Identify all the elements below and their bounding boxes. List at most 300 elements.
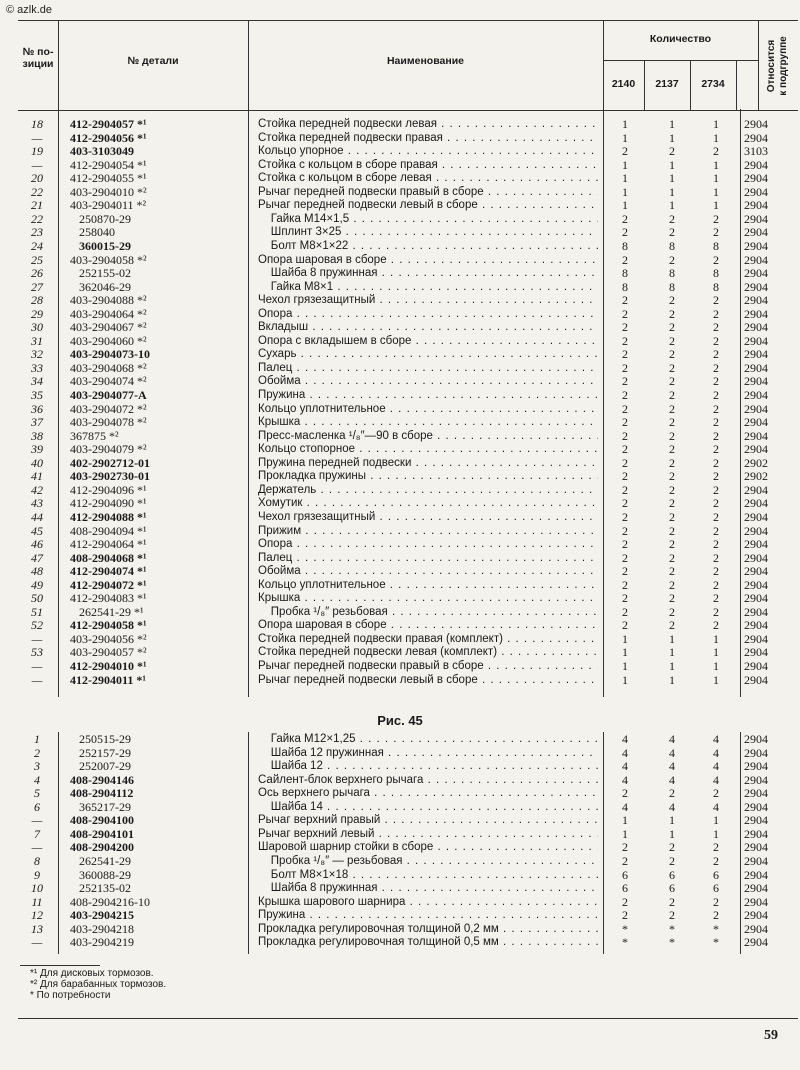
part-number-cell: 252007-29: [70, 759, 131, 774]
table-row: [0, 240, 800, 254]
part-name-cell: Стойка с кольцом в сборе правая . . .: [258, 159, 598, 173]
part-number-cell: 412-2904054 *¹: [70, 157, 147, 172]
qty-2137-cell: 2: [669, 840, 675, 855]
qty-2734-cell: 2: [713, 786, 719, 801]
qty-2734-cell: 1: [713, 157, 719, 172]
part-number-cell: 412-2904088 *¹: [70, 509, 147, 524]
table-row: [0, 814, 800, 828]
qty-2734-cell: 2: [713, 144, 719, 159]
subgroup-cell: 2904: [744, 645, 768, 660]
subgroup-cell: 2904: [744, 266, 768, 281]
qty-2140-cell: 4: [622, 732, 628, 746]
qty-2137-cell: 1: [669, 813, 675, 828]
part-name-cell: Прокладка регулировочная толщиной 0,5 мм . . .: [258, 936, 598, 950]
table-row: [0, 923, 800, 937]
part-name-cell: Опора . . .: [258, 538, 598, 552]
position-cell: 48: [31, 564, 43, 579]
part-number-cell: 412-2904055 *¹: [70, 171, 147, 186]
qty-2140-cell: 4: [622, 759, 628, 774]
qty-2734-cell: 1: [713, 659, 719, 673]
qty-2140-cell: 6: [622, 867, 628, 882]
table-row: [0, 172, 800, 186]
qty-2734-cell: 2: [713, 496, 719, 511]
qty-2734-cell: 2: [713, 360, 719, 375]
position-cell: 52: [31, 618, 43, 633]
qty-2140-cell: 2: [622, 853, 628, 868]
qty-2140-cell: 2: [622, 306, 628, 321]
subgroup-cell: 2904: [744, 496, 768, 511]
part-number-cell: 367875 *²: [70, 428, 119, 443]
part-number-cell: 403-2904067 *²: [70, 320, 147, 335]
position-cell: 10: [31, 881, 43, 896]
qty-2140-cell: 2: [622, 840, 628, 855]
part-number-cell: 403-2904060 *²: [70, 333, 147, 348]
qty-2137-cell: 2: [669, 482, 675, 497]
qty-2137-cell: 4: [669, 732, 675, 746]
name-column-header: Наименование: [386, 55, 465, 67]
qty-2137-cell: 2: [669, 604, 675, 619]
part-name-cell: Шплинт 3×25 . . .: [258, 226, 598, 240]
qty-2140-cell: 2: [622, 442, 628, 457]
qty-2140-cell: 2: [622, 604, 628, 619]
part-number-cell: 403-2904077-А: [70, 388, 147, 402]
table-row: [0, 633, 800, 647]
position-cell: —: [31, 935, 43, 950]
qty-2140-cell: 8: [622, 279, 628, 294]
position-cell: —: [31, 157, 43, 172]
part-number-cell: 252155-02: [70, 266, 131, 281]
qty-2137-cell: 2: [669, 252, 675, 267]
table-row: [0, 801, 800, 815]
qty-2734-cell: 2: [713, 469, 719, 484]
part-number-cell: 402-2902712-01: [70, 455, 150, 470]
column-divider: [736, 60, 737, 110]
table-row: [0, 538, 800, 552]
qty-2734-cell: 2: [713, 320, 719, 335]
part-name-cell: Опора с вкладышем в сборе . . .: [258, 335, 598, 349]
qty-2140-cell: *: [622, 921, 628, 936]
part-number-cell: 412-2904011 *¹: [70, 672, 146, 687]
table-row: [0, 747, 800, 761]
subgroup-cell: 2904: [744, 482, 768, 497]
part-name-cell: Рычаг передней подвески правый в сборе . . .: [258, 186, 598, 200]
subgroup-cell: 2904: [744, 786, 768, 801]
position-cell: 28: [31, 293, 43, 308]
part-name-cell: Палец . . .: [258, 552, 598, 566]
quantity-subheader: 2734: [701, 78, 725, 90]
table-row: [0, 308, 800, 322]
qty-2734-cell: 4: [713, 799, 719, 814]
qty-2140-cell: *: [622, 935, 628, 950]
part-number-cell: 252135-02: [70, 881, 131, 896]
qty-2140-cell: 2: [622, 482, 628, 497]
part-name-cell: Ось верхнего рычага . . .: [258, 787, 598, 801]
qty-2734-cell: 2: [713, 604, 719, 619]
part-number-cell: 403-3103049: [70, 144, 134, 159]
qty-2137-cell: 8: [669, 238, 675, 253]
position-cell: —: [31, 631, 43, 646]
part-number-cell: 362046-29: [70, 279, 131, 294]
qty-2137-cell: 2: [669, 537, 675, 552]
subgroup-cell: 2904: [744, 840, 768, 855]
part-name-cell: Гайка М12×1,25 . . .: [258, 733, 598, 747]
qty-2734-cell: 1: [713, 813, 719, 828]
part-number-cell: 412-2904058 *¹: [70, 618, 147, 633]
qty-2137-cell: 2: [669, 360, 675, 375]
qty-2140-cell: 2: [622, 374, 628, 389]
part-number-cell: 408-2904200: [70, 840, 134, 855]
part-name-cell: Кольцо упорное . . .: [258, 145, 598, 159]
qty-2137-cell: 2: [669, 523, 675, 538]
part-number-cell: 412-2904064 *¹: [70, 537, 147, 552]
part-number-cell: 360015-29: [70, 238, 131, 253]
watermark: © azlk.de: [6, 4, 53, 16]
qty-2137-cell: 1: [669, 198, 675, 213]
qty-2734-cell: 2: [713, 225, 719, 240]
part-number-cell: 252157-29: [70, 745, 131, 760]
part-number-cell: 403-2904064 *²: [70, 306, 147, 321]
header-subdivider: [603, 60, 758, 61]
part-number-cell: 403-2904058 *²: [70, 252, 147, 267]
position-cell: 35: [31, 388, 43, 402]
qty-2137-cell: 1: [669, 130, 675, 145]
qty-2137-cell: 2: [669, 550, 675, 565]
part-name-cell: Сухарь . . .: [258, 348, 598, 362]
qty-2140-cell: 4: [622, 772, 628, 787]
subgroup-cell: 2904: [744, 618, 768, 633]
position-cell: 5: [34, 786, 40, 801]
qty-2734-cell: 2: [713, 523, 719, 538]
qty-2137-cell: 2: [669, 293, 675, 308]
position-cell: 45: [31, 523, 43, 538]
subgroup-cell: 2904: [744, 347, 768, 362]
part-number-cell: 412-2904056 *¹: [70, 130, 147, 145]
subgroup-cell: 2904: [744, 550, 768, 565]
subgroup-cell: 2904: [744, 577, 768, 592]
table-row: [0, 841, 800, 855]
position-cell: 49: [31, 577, 43, 592]
footnote: * По потребности: [30, 990, 111, 1001]
subgroup-cell: 2904: [744, 604, 768, 619]
table-row: [0, 619, 800, 633]
subgroup-cell: 2904: [744, 564, 768, 579]
qty-2734-cell: 2: [713, 894, 719, 909]
position-cell: 12: [31, 908, 43, 923]
subgroup-cell: 2904: [744, 238, 768, 253]
subgroup-cell: 2904: [744, 388, 768, 402]
qty-2734-cell: 1: [713, 198, 719, 213]
subgroup-cell: 3103: [744, 144, 768, 159]
position-cell: 40: [31, 455, 43, 470]
table-row: [0, 674, 800, 688]
table-row: [0, 186, 800, 200]
subgroup-cell: 2904: [744, 921, 768, 936]
table-row: [0, 226, 800, 240]
part-name-cell: Шайба 14 . . .: [258, 801, 598, 815]
part-name-cell: Опора шаровая в сборе . . .: [258, 254, 598, 268]
qty-2137-cell: 4: [669, 759, 675, 774]
part-number-cell: 408-2904094 *¹: [70, 523, 147, 538]
part-name-cell: Шаровой шарнир стойки в сборе . . .: [258, 841, 598, 855]
table-row: [0, 592, 800, 606]
subgroup-cell: 2904: [744, 853, 768, 868]
qty-2734-cell: 2: [713, 537, 719, 552]
qty-2137-cell: 1: [669, 631, 675, 646]
position-cell: 53: [31, 645, 43, 660]
qty-2734-cell: 1: [713, 171, 719, 186]
qty-2137-cell: 1: [669, 659, 675, 673]
subgroup-cell: 2904: [744, 130, 768, 145]
subgroup-cell: 2904: [744, 184, 768, 199]
table-row: [0, 321, 800, 335]
qty-2140-cell: 2: [622, 564, 628, 579]
footnotes: [30, 968, 166, 1001]
position-cell: 34: [31, 374, 43, 389]
part-number-cell: 403-2904072 *²: [70, 401, 147, 416]
qty-2140-cell: 6: [622, 881, 628, 896]
table-row: [0, 416, 800, 430]
qty-2734-cell: 2: [713, 401, 719, 416]
quantity-column-header: Количество: [649, 33, 712, 45]
part-number-cell: 412-2904072 *¹: [70, 577, 147, 592]
qty-2140-cell: 2: [622, 388, 628, 402]
qty-2137-cell: 4: [669, 772, 675, 787]
part-number-cell: 412-2904083 *¹: [70, 591, 147, 606]
qty-2137-cell: 2: [669, 306, 675, 321]
position-cell: 6: [34, 799, 40, 814]
part-number-cell: 412-2904057 *¹: [70, 117, 147, 131]
part-name-cell: Шайба 12 . . .: [258, 760, 598, 774]
subgroup-cell: 2904: [744, 333, 768, 348]
qty-2140-cell: 2: [622, 347, 628, 362]
table-row: [0, 606, 800, 620]
part-number-cell: 360088-29: [70, 867, 131, 882]
subgroup-cell: 2904: [744, 401, 768, 416]
qty-2137-cell: 2: [669, 853, 675, 868]
position-cell: —: [31, 813, 43, 828]
part-number-cell: 403-2904088 *²: [70, 293, 147, 308]
position-column-header: № по- зиции: [22, 46, 54, 70]
qty-2137-cell: 1: [669, 826, 675, 841]
position-cell: 4: [34, 772, 40, 787]
subgroup-cell: 2904: [744, 252, 768, 267]
qty-2137-cell: 6: [669, 867, 675, 882]
qty-2137-cell: 2: [669, 388, 675, 402]
part-name-cell: Болт М8×1×18 . . .: [258, 869, 598, 883]
table-row: [0, 443, 800, 457]
group-column-header: [758, 21, 798, 110]
qty-2140-cell: 2: [622, 225, 628, 240]
footnote: *¹ Для дисковых тормозов.: [30, 968, 154, 979]
qty-2734-cell: *: [713, 935, 719, 950]
subgroup-cell: 2904: [744, 732, 768, 746]
part-number-cell: 403-2904011 *²: [70, 198, 147, 213]
subgroup-cell: 2904: [744, 211, 768, 226]
position-cell: 51: [31, 604, 43, 619]
table-row: [0, 335, 800, 349]
qty-2137-cell: 2: [669, 509, 675, 524]
part-number-cell: 403-2904056 *²: [70, 631, 147, 646]
qty-2734-cell: 2: [713, 442, 719, 457]
part-name-cell: Стойка передней подвески правая (комплект) . . .: [258, 633, 598, 647]
qty-2734-cell: 8: [713, 279, 719, 294]
qty-2137-cell: 2: [669, 469, 675, 484]
quantity-subheader: 2140: [611, 78, 636, 90]
position-cell: 24: [31, 238, 43, 253]
subgroup-cell: 2904: [744, 631, 768, 646]
qty-2137-cell: 2: [669, 333, 675, 348]
part-name-cell: Прокладка регулировочная толщиной 0,2 мм . . .: [258, 923, 598, 937]
qty-2137-cell: 8: [669, 266, 675, 281]
position-cell: 20: [31, 171, 43, 186]
part-number-cell: 403-2902730-01: [70, 469, 150, 484]
part-name-cell: Шайба 12 пружинная . . .: [258, 747, 598, 761]
table-row: [0, 774, 800, 788]
part-name-cell: Рычаг передней подвески левый в сборе . . .: [258, 199, 598, 213]
qty-2140-cell: 1: [622, 117, 628, 131]
qty-2137-cell: 1: [669, 645, 675, 660]
part-number-cell: 412-2904074 *¹: [70, 564, 147, 579]
subgroup-cell: 2904: [744, 867, 768, 882]
qty-2734-cell: 1: [713, 826, 719, 841]
qty-2734-cell: 2: [713, 591, 719, 606]
qty-2734-cell: 2: [713, 374, 719, 389]
position-cell: 8: [34, 853, 40, 868]
qty-2140-cell: 1: [622, 184, 628, 199]
qty-2734-cell: 1: [713, 631, 719, 646]
qty-2140-cell: 1: [622, 171, 628, 186]
position-cell: 29: [31, 306, 43, 321]
subgroup-cell: 2904: [744, 894, 768, 909]
table-row: [0, 403, 800, 417]
table-row: [0, 896, 800, 910]
qty-2140-cell: 1: [622, 198, 628, 213]
qty-2137-cell: 4: [669, 799, 675, 814]
qty-2140-cell: 2: [622, 786, 628, 801]
position-cell: 25: [31, 252, 43, 267]
qty-2140-cell: 8: [622, 238, 628, 253]
subgroup-cell: 2904: [744, 799, 768, 814]
part-number-cell: 408-2904112: [70, 786, 134, 801]
subgroup-cell: 2904: [744, 908, 768, 923]
part-number-cell: 412-2904090 *¹: [70, 496, 147, 511]
part-name-cell: Шайба 8 пружинная . . .: [258, 882, 598, 896]
subgroup-cell: 2902: [744, 455, 768, 470]
part-name-cell: Вкладыш . . .: [258, 321, 598, 335]
qty-2140-cell: 1: [622, 631, 628, 646]
table-row: [0, 869, 800, 883]
qty-2734-cell: 2: [713, 252, 719, 267]
qty-2734-cell: 4: [713, 772, 719, 787]
part-number-cell: 403-2904074 *²: [70, 374, 147, 389]
table-row: [0, 828, 800, 842]
position-cell: 37: [31, 415, 43, 430]
position-cell: 11: [31, 894, 43, 909]
qty-2734-cell: 2: [713, 577, 719, 592]
position-cell: 26: [31, 266, 43, 281]
qty-2734-cell: 1: [713, 117, 719, 131]
table-row: [0, 213, 800, 227]
subgroup-cell: 2904: [744, 171, 768, 186]
qty-2137-cell: 2: [669, 894, 675, 909]
position-cell: 22: [31, 184, 43, 199]
subgroup-cell: 2904: [744, 509, 768, 524]
qty-2734-cell: 2: [713, 564, 719, 579]
qty-2734-cell: 2: [713, 415, 719, 430]
qty-2140-cell: 2: [622, 550, 628, 565]
part-name-cell: Рычаг верхний левый . . .: [258, 828, 598, 842]
qty-2137-cell: 2: [669, 455, 675, 470]
part-number-cell: 412-2904010 *¹: [70, 659, 147, 673]
table-row: [0, 660, 800, 674]
part-name-cell: Палец . . .: [258, 362, 598, 376]
position-cell: 30: [31, 320, 43, 335]
part-name-cell: Обойма . . .: [258, 565, 598, 579]
qty-2140-cell: 2: [622, 618, 628, 633]
qty-2140-cell: 4: [622, 799, 628, 814]
qty-2140-cell: 2: [622, 320, 628, 335]
part-name-cell: Сайлент-блок верхнего рычага . . .: [258, 774, 598, 788]
qty-2137-cell: 2: [669, 577, 675, 592]
part-number-cell: 403-2904010 *²: [70, 184, 147, 199]
qty-2734-cell: 4: [713, 745, 719, 760]
qty-2140-cell: 2: [622, 509, 628, 524]
qty-2140-cell: 2: [622, 401, 628, 416]
table-row: [0, 430, 800, 444]
table-row: [0, 484, 800, 498]
qty-2137-cell: 2: [669, 908, 675, 923]
qty-2137-cell: 2: [669, 786, 675, 801]
qty-2140-cell: 2: [622, 591, 628, 606]
part-number-cell: 408-2904101: [70, 826, 134, 841]
qty-2140-cell: 1: [622, 157, 628, 172]
position-cell: 13: [31, 921, 43, 936]
position-cell: 39: [31, 442, 43, 457]
subgroup-cell: 2904: [744, 320, 768, 335]
part-name-cell: Пробка ¹/₈″ резьбовая . . .: [258, 606, 598, 620]
qty-2734-cell: 6: [713, 867, 719, 882]
table-row: [0, 118, 800, 132]
qty-2734-cell: 6: [713, 881, 719, 896]
qty-2734-cell: 2: [713, 306, 719, 321]
position-cell: —: [31, 130, 43, 145]
part-name-cell: Опора шаровая в сборе . . .: [258, 619, 598, 633]
part-name-cell: Кольцо стопорное . . .: [258, 443, 598, 457]
part-name-cell: Рычаг передней подвески левый в сборе . . .: [258, 674, 598, 688]
position-cell: 50: [31, 591, 43, 606]
qty-2734-cell: 2: [713, 550, 719, 565]
subgroup-cell: 2904: [744, 293, 768, 308]
part-name-cell: Стойка передней подвески левая . . .: [258, 118, 598, 132]
qty-2137-cell: *: [669, 921, 675, 936]
table-row: [0, 646, 800, 660]
part-name-cell: Пресс-масленка ¹/₈″—90 в сборе . . .: [258, 430, 598, 444]
table-row: [0, 145, 800, 159]
part-name-cell: Опора . . .: [258, 308, 598, 322]
part-name-cell: Кольцо уплотнительное . . .: [258, 579, 598, 593]
qty-2137-cell: 2: [669, 374, 675, 389]
table-row: [0, 199, 800, 213]
qty-2140-cell: 1: [622, 826, 628, 841]
qty-2140-cell: 2: [622, 455, 628, 470]
part-name-cell: Прокладка пружины . . .: [258, 470, 598, 484]
page-bottom-rule: [18, 1018, 798, 1019]
qty-2734-cell: 2: [713, 618, 719, 633]
table-header: [18, 20, 798, 111]
part-name-cell: Рычаг верхний правый . . .: [258, 814, 598, 828]
footnote-separator: [20, 965, 100, 966]
qty-2140-cell: 2: [622, 293, 628, 308]
